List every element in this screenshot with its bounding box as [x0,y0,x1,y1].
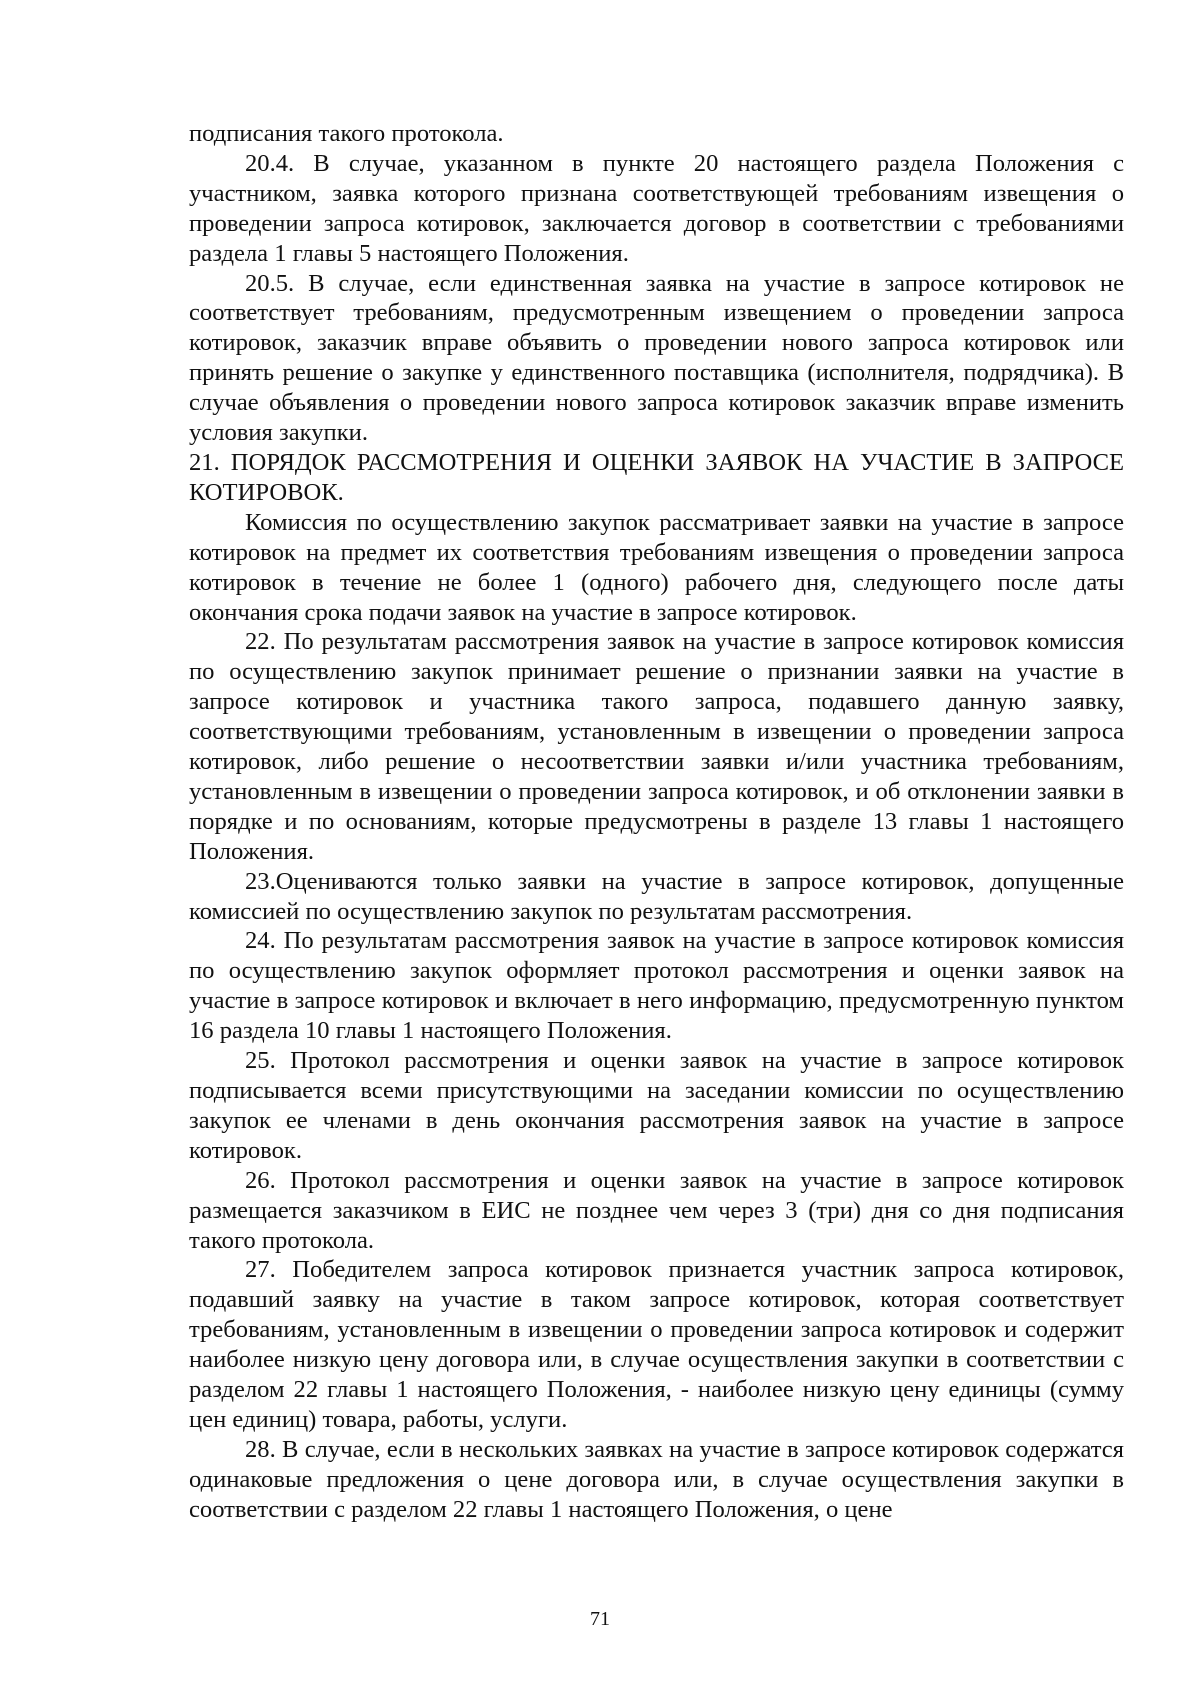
paragraph-20-5: 20.5. В случае, если единственная заявка на участие в запросе котировок не соответствует требованиям, предусмотренным извещением о проведении запроса котировок, заказчик вправе объявить о проведении нового запроса котировок или принять решение о закупке у единственного поставщика (исполнителя, подрядчика). В случае объявления о проведении нового запроса котировок заказчик вправе изменить условия закупки. [189,269,1124,447]
paragraph-24: 24. По результатам рассмотрения заявок на участие в запросе котировок комиссия по осуществлению закупок оформляет протокол рассмотрения и оценки заявок на участие в запросе котировок и включает в него информацию, предусмотренную пунктом 16 раздела 10 главы 1 настоящего Положения. [189,927,1124,1045]
paragraph-continuation: подписания такого протокола. [189,120,504,147]
paragraph-26: 26. Протокол рассмотрения и оценки заявок на участие в запросе котировок размещается заказчиком в ЕИС не позднее чем через 3 (три) дня со дня подписания такого протокола. [189,1166,1124,1254]
paragraph-25: 25. Протокол рассмотрения и оценки заявок на участие в запросе котировок подписывается всеми присутствующими на заседании комиссии по осуществлению закупок ее членами в день окончания рассмотрения заявок на участие в запросе котировок. [189,1047,1124,1164]
document-body [189,119,1124,1525]
paragraph-commission-review: Комиссия по осуществлению закупок рассматривает заявки на участие в запросе котировок на предмет их соответствия требованиям извещения о проведении запроса котировок в течение не более 1 (одного) рабочего дня, следующего после даты окончания срока подачи заявок на участие в запросе котировок. [189,508,1124,626]
paragraph-22: 22. По результатам рассмотрения заявок на участие в запросе котировок комиссия по осуществлению закупок принимает решение о признании заявки на участие в запросе котировок и участника такого запроса, подавшего данную заявку, соответствующими требованиям, установленным в извещении о проведении запроса котировок, либо решение о несоответствии заявки и/или участника требованиям, установленным в извещении о проведении запроса котировок, и об отклонении заявки в порядке и по основаниям, которые предусмотрены в разделе 13 главы 1 настоящего Положения. [189,628,1124,865]
paragraph-28: 28. В случае, если в нескольких заявках на участие в запросе котировок содержатся одинаковые предложения о цене договора или, в случае осуществления закупки в соответствии с разделом 22 главы 1 настоящего Положения, о цене [189,1435,1124,1523]
paragraph-23: 23.Оцениваются только заявки на участие в запросе котировок, допущенные комиссией по осуществлению закупок по результатам рассмотрения. [189,867,1124,925]
page-number: 71 [590,1608,610,1630]
paragraph-27: 27. Победителем запроса котировок признается участник запроса котировок, подавший заявку на участие в таком запросе котировок, которая соответствует требованиям, установленным в извещении о проведении запроса котировок и содержит наиболее низкую цену договора или, в случае осуществления закупки в соответствии с разделом 22 главы 1 настоящего Положения, - наиболее низкую цену единицы (сумму цен единиц) товара, работы, услуги. [189,1256,1124,1433]
section-heading-21: 21. ПОРЯДОК РАССМОТРЕНИЯ И ОЦЕНКИ ЗАЯВОК НА УЧАСТИЕ В ЗАПРОСЕ КОТИРОВОК. [189,448,1124,506]
paragraph-20-4: 20.4. В случае, указанном в пункте 20 настоящего раздела Положения с участником, заявка которого признана соответствующей требованиям извещения о проведении запроса котировок, заключается договор в соответствии с требованиями раздела 1 главы 5 настоящего Положения. [189,149,1124,267]
